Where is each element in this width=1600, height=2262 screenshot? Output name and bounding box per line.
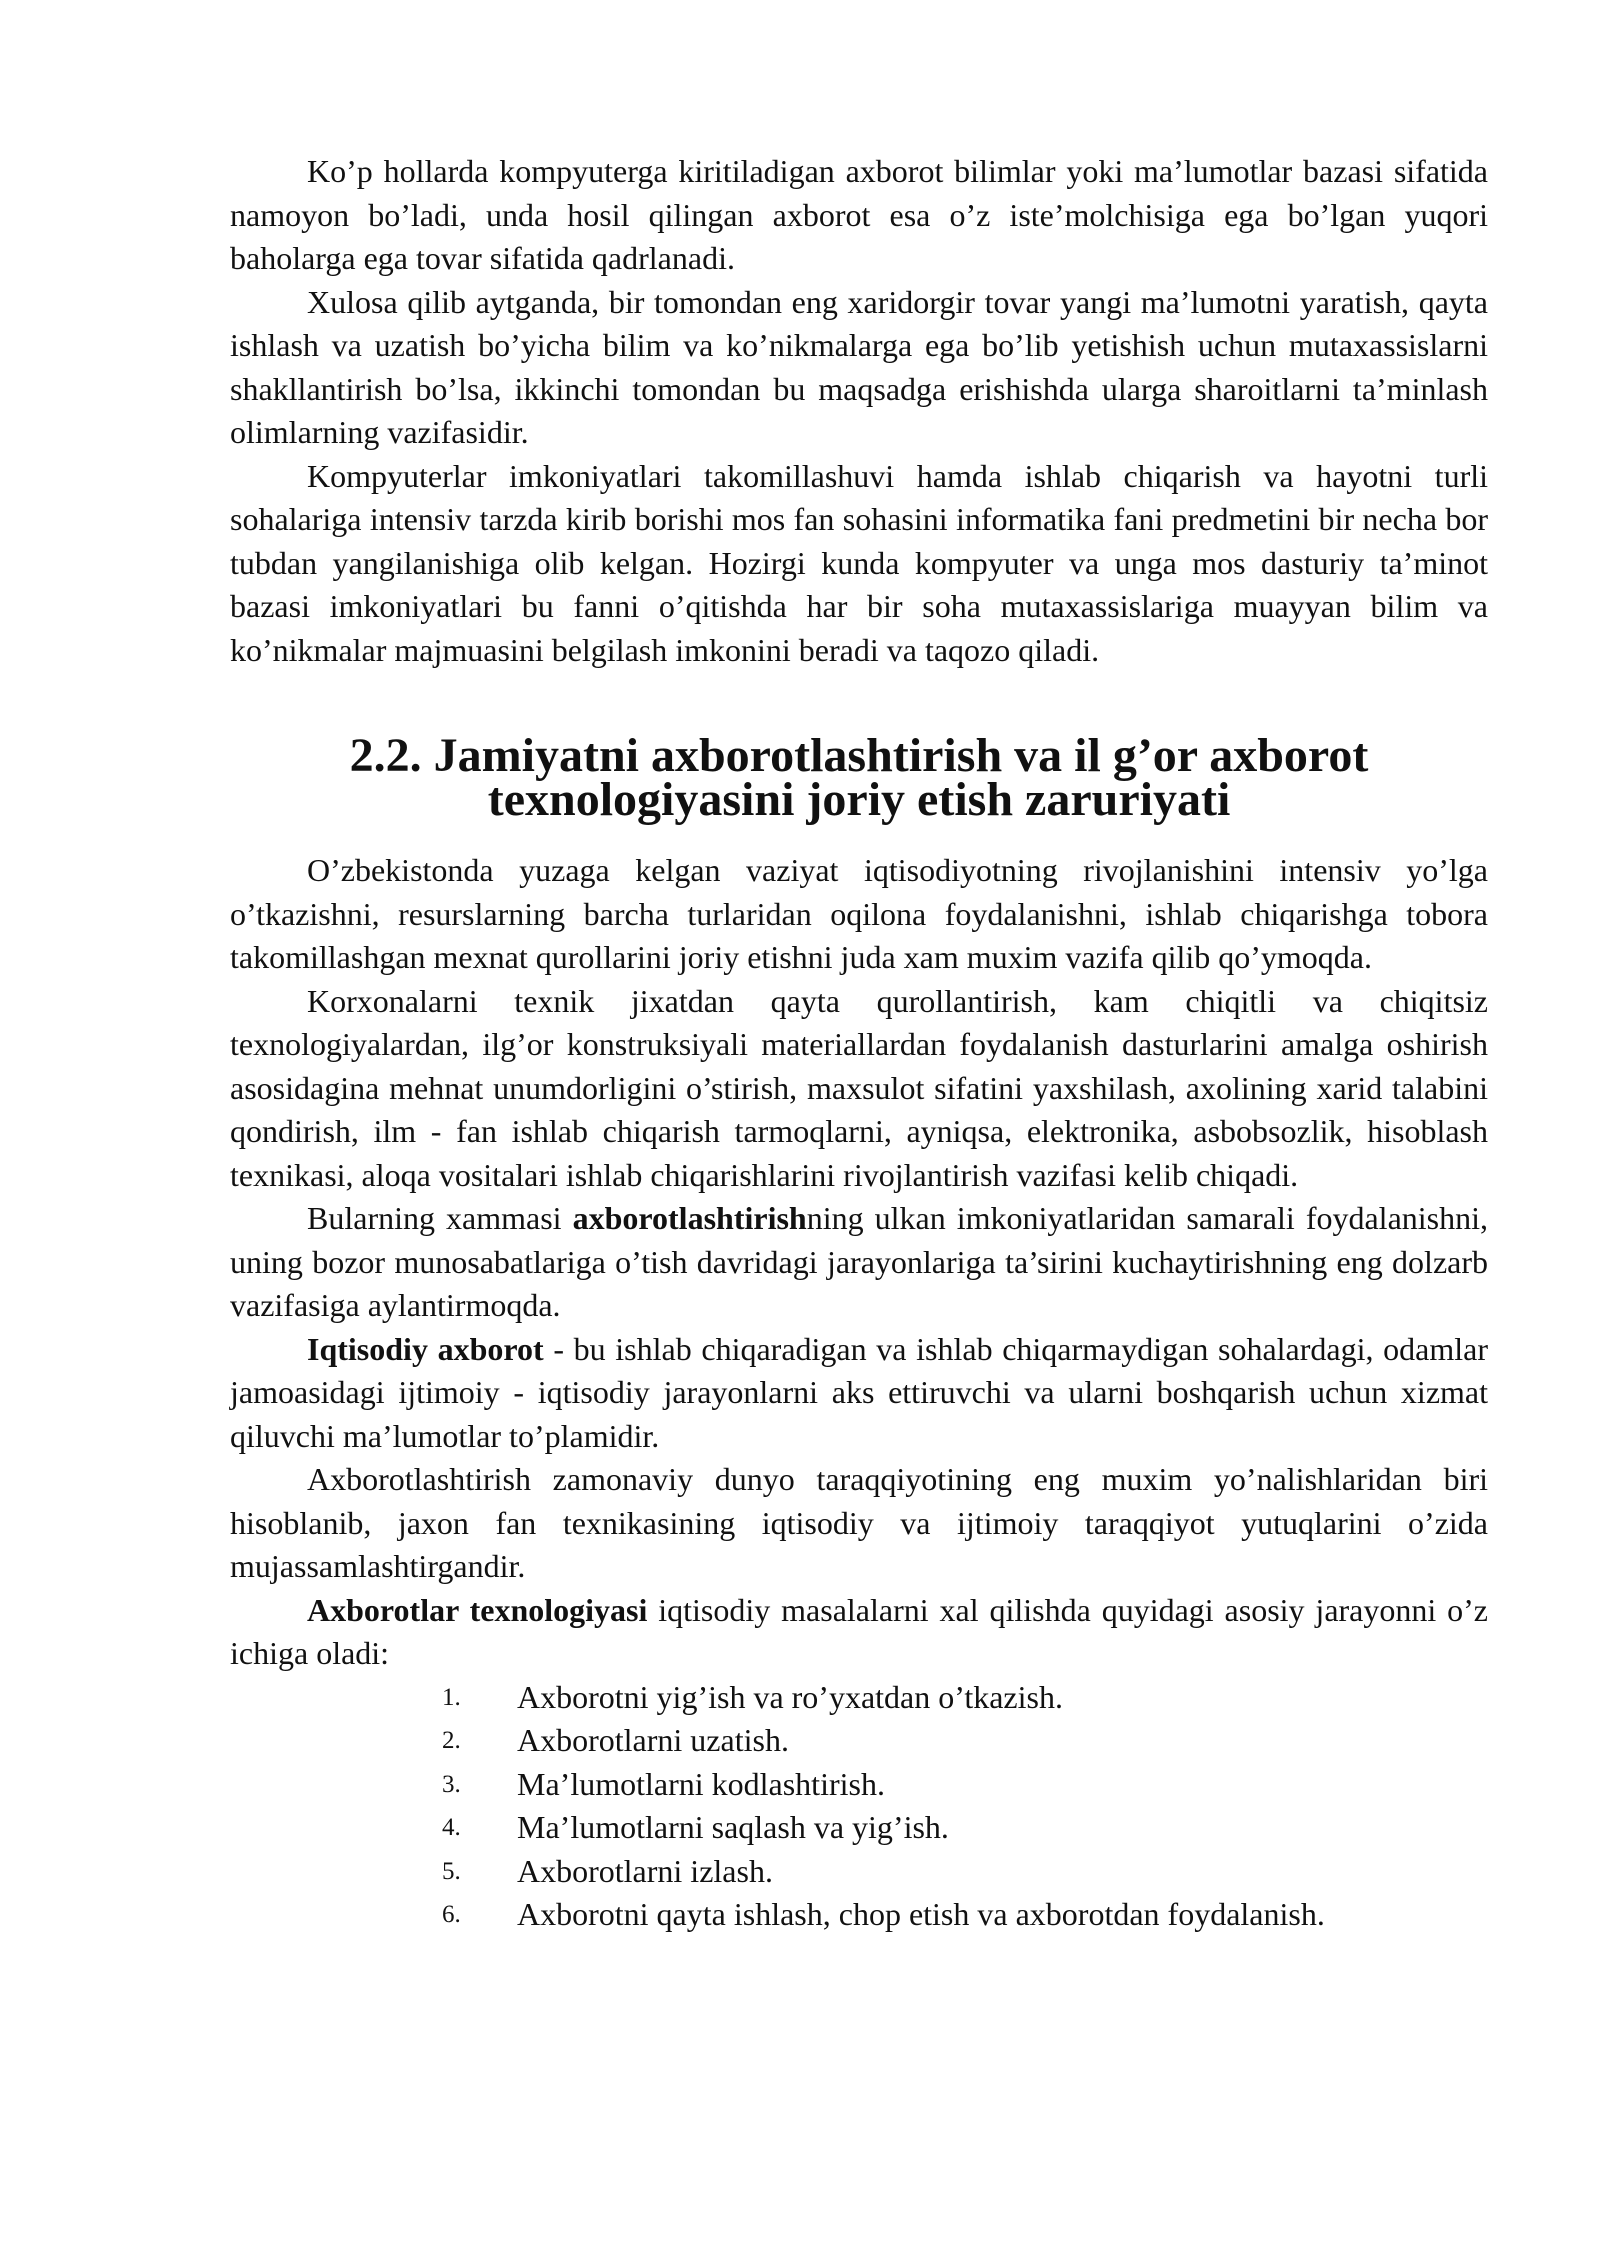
paragraph-text: iqtisodiy masalalarni xal qilishda quyidagi asosiy jarayonni o’z ichiga oladi: xyxy=(230,1591,1489,1671)
list-item-text: Axborotni qayta ishlash, chop etish va axborotdan foydalanish. xyxy=(517,1896,1325,1932)
intro-paragraph-1: Ko’p hollarda kompyuterga kiritiladigan axborot bilimlar yoki ma’lumotlar bazasi sifatida namoyon bo’ladi, unda hosil qilingan axborot esa o’z iste’molchisiga ega bo’lgan yuqori baholarga ega tovar sifatida qadrlanadi. xyxy=(230,153,1488,276)
intro-paragraph-3: Kompyuterlar imkoniyatlari takomillashuvi hamda ishlab chiqarish va hayotni turli sohalariga intensiv tarzda kirib borishi mos fan sohasini informatika fani predmetini bir necha bor tubdan yangilanishiga olib kelgan. Hozirgi kunda kompyuter va unga mos dasturiy ta’minot bazasi imkoniyatlari bu fanni o’qitishda har bir soha mutaxassislariga muayyan bilim va ko’nikmalar majmuasini belgilash imkonini beradi va taqozo qiladi. xyxy=(230,457,1488,668)
bold-term: Iqtisodiy axborot xyxy=(307,1330,544,1367)
list-number: 3. xyxy=(442,1770,461,1798)
document-page xyxy=(230,150,1488,1937)
paragraph-text: Bularning xammasi xyxy=(307,1200,573,1236)
section-paragraph-5: Axborotlashtirish zamonaviy dunyo taraqqiyotining eng muxim yo’nalishlaridan biri hisoblanib, jaxon fan texnikasining iqtisodiy va ijtimoiy taraqqiyot yutuqlarini o’zida mujassamlashtirgandir. xyxy=(230,1461,1488,1584)
list-item-text: Axborotlarni uzatish. xyxy=(517,1722,789,1758)
list-number: 6. xyxy=(442,1901,461,1928)
list-item xyxy=(230,1763,1488,1807)
section-paragraph-3 xyxy=(230,1197,1488,1328)
bold-term: Axborotlar texnologiyasi xyxy=(307,1591,648,1628)
list-item xyxy=(230,1850,1488,1894)
section-heading xyxy=(230,729,1488,826)
list-item-text: Axborotni yig’ish va ro’yxatdan o’tkazish. xyxy=(517,1678,1063,1715)
paragraph-text: - bu ishlab chiqaradigan va ishlab chiqarmaydigan sohalardagi, odamlar jamoasidagi ijtimoiy - iqtisodiy jarayonlarni aks ettiruvchi va ularni boshqarish uchun xizmat qiluvchi ma’lumotlar to’plamidir. xyxy=(230,1330,1489,1454)
list-item xyxy=(230,1719,1488,1763)
intro-paragraph-2: Xulosa qilib aytganda, bir tomondan eng xaridorgir tovar yangi ma’lumotni yaratish, qayta ishlash va uzatish bo’yicha bilim va ko’nikmalarga ega bo’lib yetishish uchun mutaxassislarni shakllantirish bo’lsa, ikkinchi tomondan bu maqsadga erishishda ularga sharoitlarni ta’minlash olimlarning vazifasidir. xyxy=(230,283,1488,450)
list-item-text: Axborotlarni izlash. xyxy=(517,1852,773,1889)
bold-term: axborotlashtirish xyxy=(572,1200,807,1236)
list-item-text: Ma’lumotlarni kodlashtirish. xyxy=(517,1765,885,1802)
section-heading-text: 2.2. Jamiyatni axborotlashtirish va il g’or axborot texnologiyasini joriy etish zaruriyati xyxy=(349,729,1369,826)
section-paragraph-4 xyxy=(230,1328,1488,1459)
list-number: 5. xyxy=(442,1857,461,1885)
paragraph-text: ning ulkan imkoniyatlaridan samarali foydalanishni, uning bozor munosabatlariga o’tish davridagi jarayonlariga ta’sirini kuchaytirishning eng dolzarb vazifasiga aylantirmoqda. xyxy=(230,1200,1489,1323)
process-list xyxy=(230,1676,1488,1937)
list-number: 1. xyxy=(442,1683,461,1711)
section-paragraph-1: O’zbekistonda yuzaga kelgan vaziyat iqtisodiyotning rivojlanishini intensiv yo’lga o’tkazishni, resurslarning barcha turlaridan oqilona foydalanishni, ishlab chiqarishga tobora takomillashgan mexnat qurollarini joriy etishni juda xam muxim vazifa qilib qo’ymoqda. xyxy=(230,852,1488,975)
list-item xyxy=(230,1806,1488,1850)
section-paragraph-2: Korxonalarni texnik jixatdan qayta qurollantirish, kam chiqitli va chiqitsiz texnologiyalardan, ilg’or konstruksiyali materiallardan foydalanish dasturlarini amalga oshirish asosidagina mehnat unumdorligini o’stirish, maxsulot sifatini yaxshilash, axolining xarid talabini qondirish, ilm - fan ishlab chiqarish tarmoqlarni, ayniqsa, elektronika, asbobsozlik, hisoblash texnikasi, aloqa vositalari ishlab chiqarishlarini rivojlantirish vazifasi kelib chiqadi. xyxy=(230,982,1488,1193)
list-item xyxy=(230,1893,1488,1937)
list-item-text: Ma’lumotlarni saqlash va yig’ish. xyxy=(517,1809,949,1845)
section-paragraph-6 xyxy=(230,1589,1488,1676)
list-item xyxy=(230,1676,1488,1720)
list-number: 2. xyxy=(442,1727,461,1754)
list-number: 4. xyxy=(442,1814,461,1841)
